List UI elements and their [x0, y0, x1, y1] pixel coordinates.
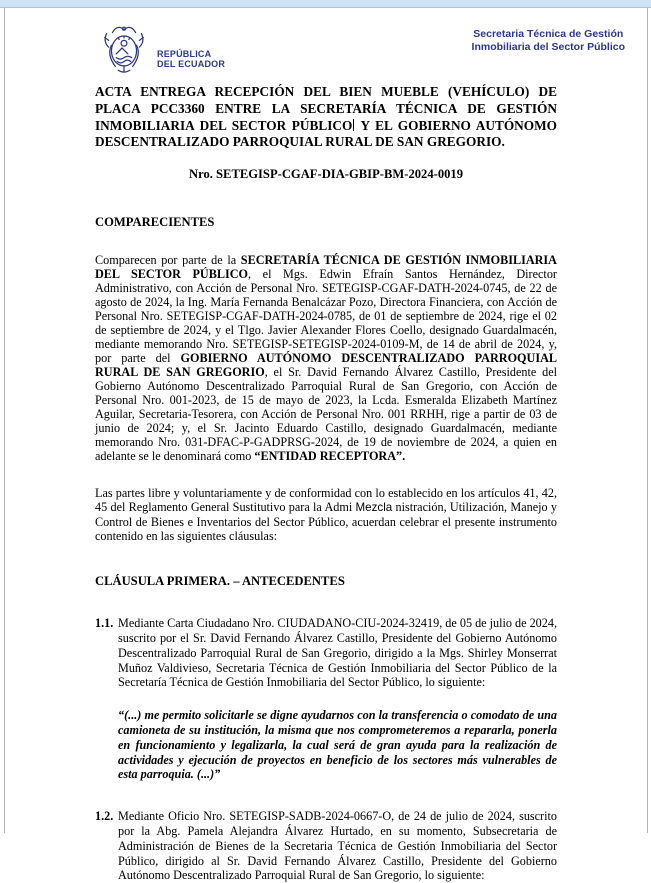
paragraph-run: , el Sr. David Fernando Álvarez Castillo, Presidente del Gobierno Autónomo Descentralizado Parroquial Rural de San Gregorio, con Acción de Personal Nro. 001-2023, de 15 de mayo de 2023, la Lcda. Esmeralda Elizabeth Martínez Aguilar, Secretaria-Tesorera, con Acción de Personal Nro. 001 RRHH, rige a partir de 03 de junio de 2024; y, el Sr. Jacinto Eduardo Castillo, designado Guardalmacén, mediante memorando Nro. 031-DFAC-P-GADPRSG-2024, de 19 de noviembre de 2024, a quien en adelante se le denominará como: [95, 365, 557, 464]
list-item-text: Mediante Oficio Nro. SETEGISP-SADB-2024-0667-O, de 24 de julio de 2024, suscrito por la Abg. Pamela Alejandra Álvarez Hurtado, en su momento, Subsecretaria de Administración de Bienes de la Secretaria Técnica de Gestión Inmobiliaria del Sector Público, dirigido al Sr. David Fernando Álvarez Castillo, Presidente del Gobierno Autónomo Descentralizado Parroquial Rural de San Gregorio, lo siguiente:: [118, 809, 557, 883]
paragraph-run: nistración, Utilización, Manejo y Control de Bienes e Inventarios del Sector Público, acuerdan celebrar el presente instrumento contenido en las siguientes cláusulas:: [95, 500, 557, 544]
entity-name-bold: SECRETARÍA TÉCNICA DE GESTIÓN INMOBILIARIA DEL SECTOR PÚBLICO: [95, 253, 557, 282]
logo-caption-line1: REPÚBLICA: [157, 48, 212, 59]
inserted-word-artifact: Mezcla: [355, 501, 393, 515]
las-partes-paragraph: [95, 486, 557, 543]
ecuador-coat-of-arms-icon: [93, 22, 155, 81]
list-item-text: Mediante Carta Ciudadano Nro. CIUDADANO-CIU-2024-32419, de 05 de julio de 2024, suscrito por el Sr. David Fernando Álvarez Castillo, Presidente del Gobierno Autónomo Descentralizado Parroquial Rural de San Gregorio, dirigido a la Mgs. Shirley Monserrat Muñoz Valdivieso, Secretaria Técnica de Gestión Inmobiliaria del Sector Público de la Secretaría Técnica de Gestión Inmobiliaria del Sector Público, lo siguiente:: [118, 616, 558, 690]
citizen-letter-quote: “(...) me permito solicitarle se digne ayudarnos con la transferencia o comodato de una camioneta de su institución, la misma que nos comprometeremos a repararla, ponerla en funcionamiento y legalizarla, la cual será de gran ayuda para la realización de actividades y ejecución de proyectos en beneficio de los sectores más vulnerables de esta parroquia. (...)”: [118, 708, 557, 782]
document-header: [93, 22, 625, 81]
paragraph-run: Comparecen por parte de la: [95, 253, 241, 268]
entity-name-bold: GOBIERNO AUTÓNOMO DESCENTRALIZADO PARROQUIAL RURAL DE SAN GREGORIO: [95, 351, 558, 380]
comparecen-paragraph: [95, 253, 557, 463]
comparecientes-heading: COMPARECIENTES: [95, 215, 215, 230]
list-item-1-1: [95, 616, 557, 690]
clausula-primera-heading: CLÁUSULA PRIMERA. – ANTECEDENTES: [95, 574, 345, 589]
republic-logo-block: [93, 22, 225, 81]
org-name: [472, 28, 625, 53]
document-body: [95, 84, 557, 883]
entidad-receptora-bold: “ENTIDAD RECEPTORA”.: [254, 449, 406, 464]
document-number: Nro. SETEGISP-CGAF-DIA-GBIP-BM-2024-0019: [188, 167, 464, 182]
org-name-line1: Secretaria Técnica de Gestión: [473, 28, 624, 40]
window-top-strip: [0, 0, 651, 8]
list-item-number: 1.2.: [95, 809, 114, 824]
page-right-edge: [647, 8, 648, 833]
title-part1: ACTA ENTREGA RECEPCIÓN DEL BIEN MUEBLE (VEHÍCULO) DE PLACA PCC3360 ENTRE LA SECRETARÍA TÉCNICA DE GESTIÓN INMOBILIARIA DEL SECTOR PÚBLICO: [95, 84, 557, 133]
republic-logo-caption: [157, 49, 225, 69]
paragraph-run: Las partes libre y voluntariamente y de conformidad con lo establecido en los artículos 41, 42, 45 del Reglamento General Sustitutivo para la Admi: [95, 486, 557, 515]
list-item-number: 1.1.: [95, 616, 114, 631]
list-item-1-2: [95, 809, 557, 883]
title-part2: Y EL GOBIERNO AUTÓNOMO DESCENTRALIZADO PARROQUIAL RURAL DE SAN GREGORIO.: [95, 117, 558, 150]
page-left-edge: [4, 8, 5, 833]
document-title: [95, 84, 557, 151]
paragraph-run: , el Mgs. Edwin Efraín Santos Hernández, Director Administrativo, con Acción de Personal Nro. SETEGISP-CGAF-DATH-2024-0745, de 22 de agosto de 2024, la Ing. María Fernanda Benalcázar Pozo, Directora Financiera, con Acción de Personal Nro. SETEGISP-CGAF-DATH-2024-0785, de 01 de septiembre de 2024, rige el 02 de septiembre de 2024, y el Tlgo. Javier Alexander Flores Coello, designado Guardalmacén, mediante memorando Nro. SETEGISP-SETEGISP-2024-0109-M, de 14 de abril de 2024, y, por parte del: [95, 267, 557, 366]
logo-caption-line2: DEL ECUADOR: [157, 58, 226, 69]
org-name-line2: Inmobiliaria del Sector Público: [471, 40, 625, 53]
